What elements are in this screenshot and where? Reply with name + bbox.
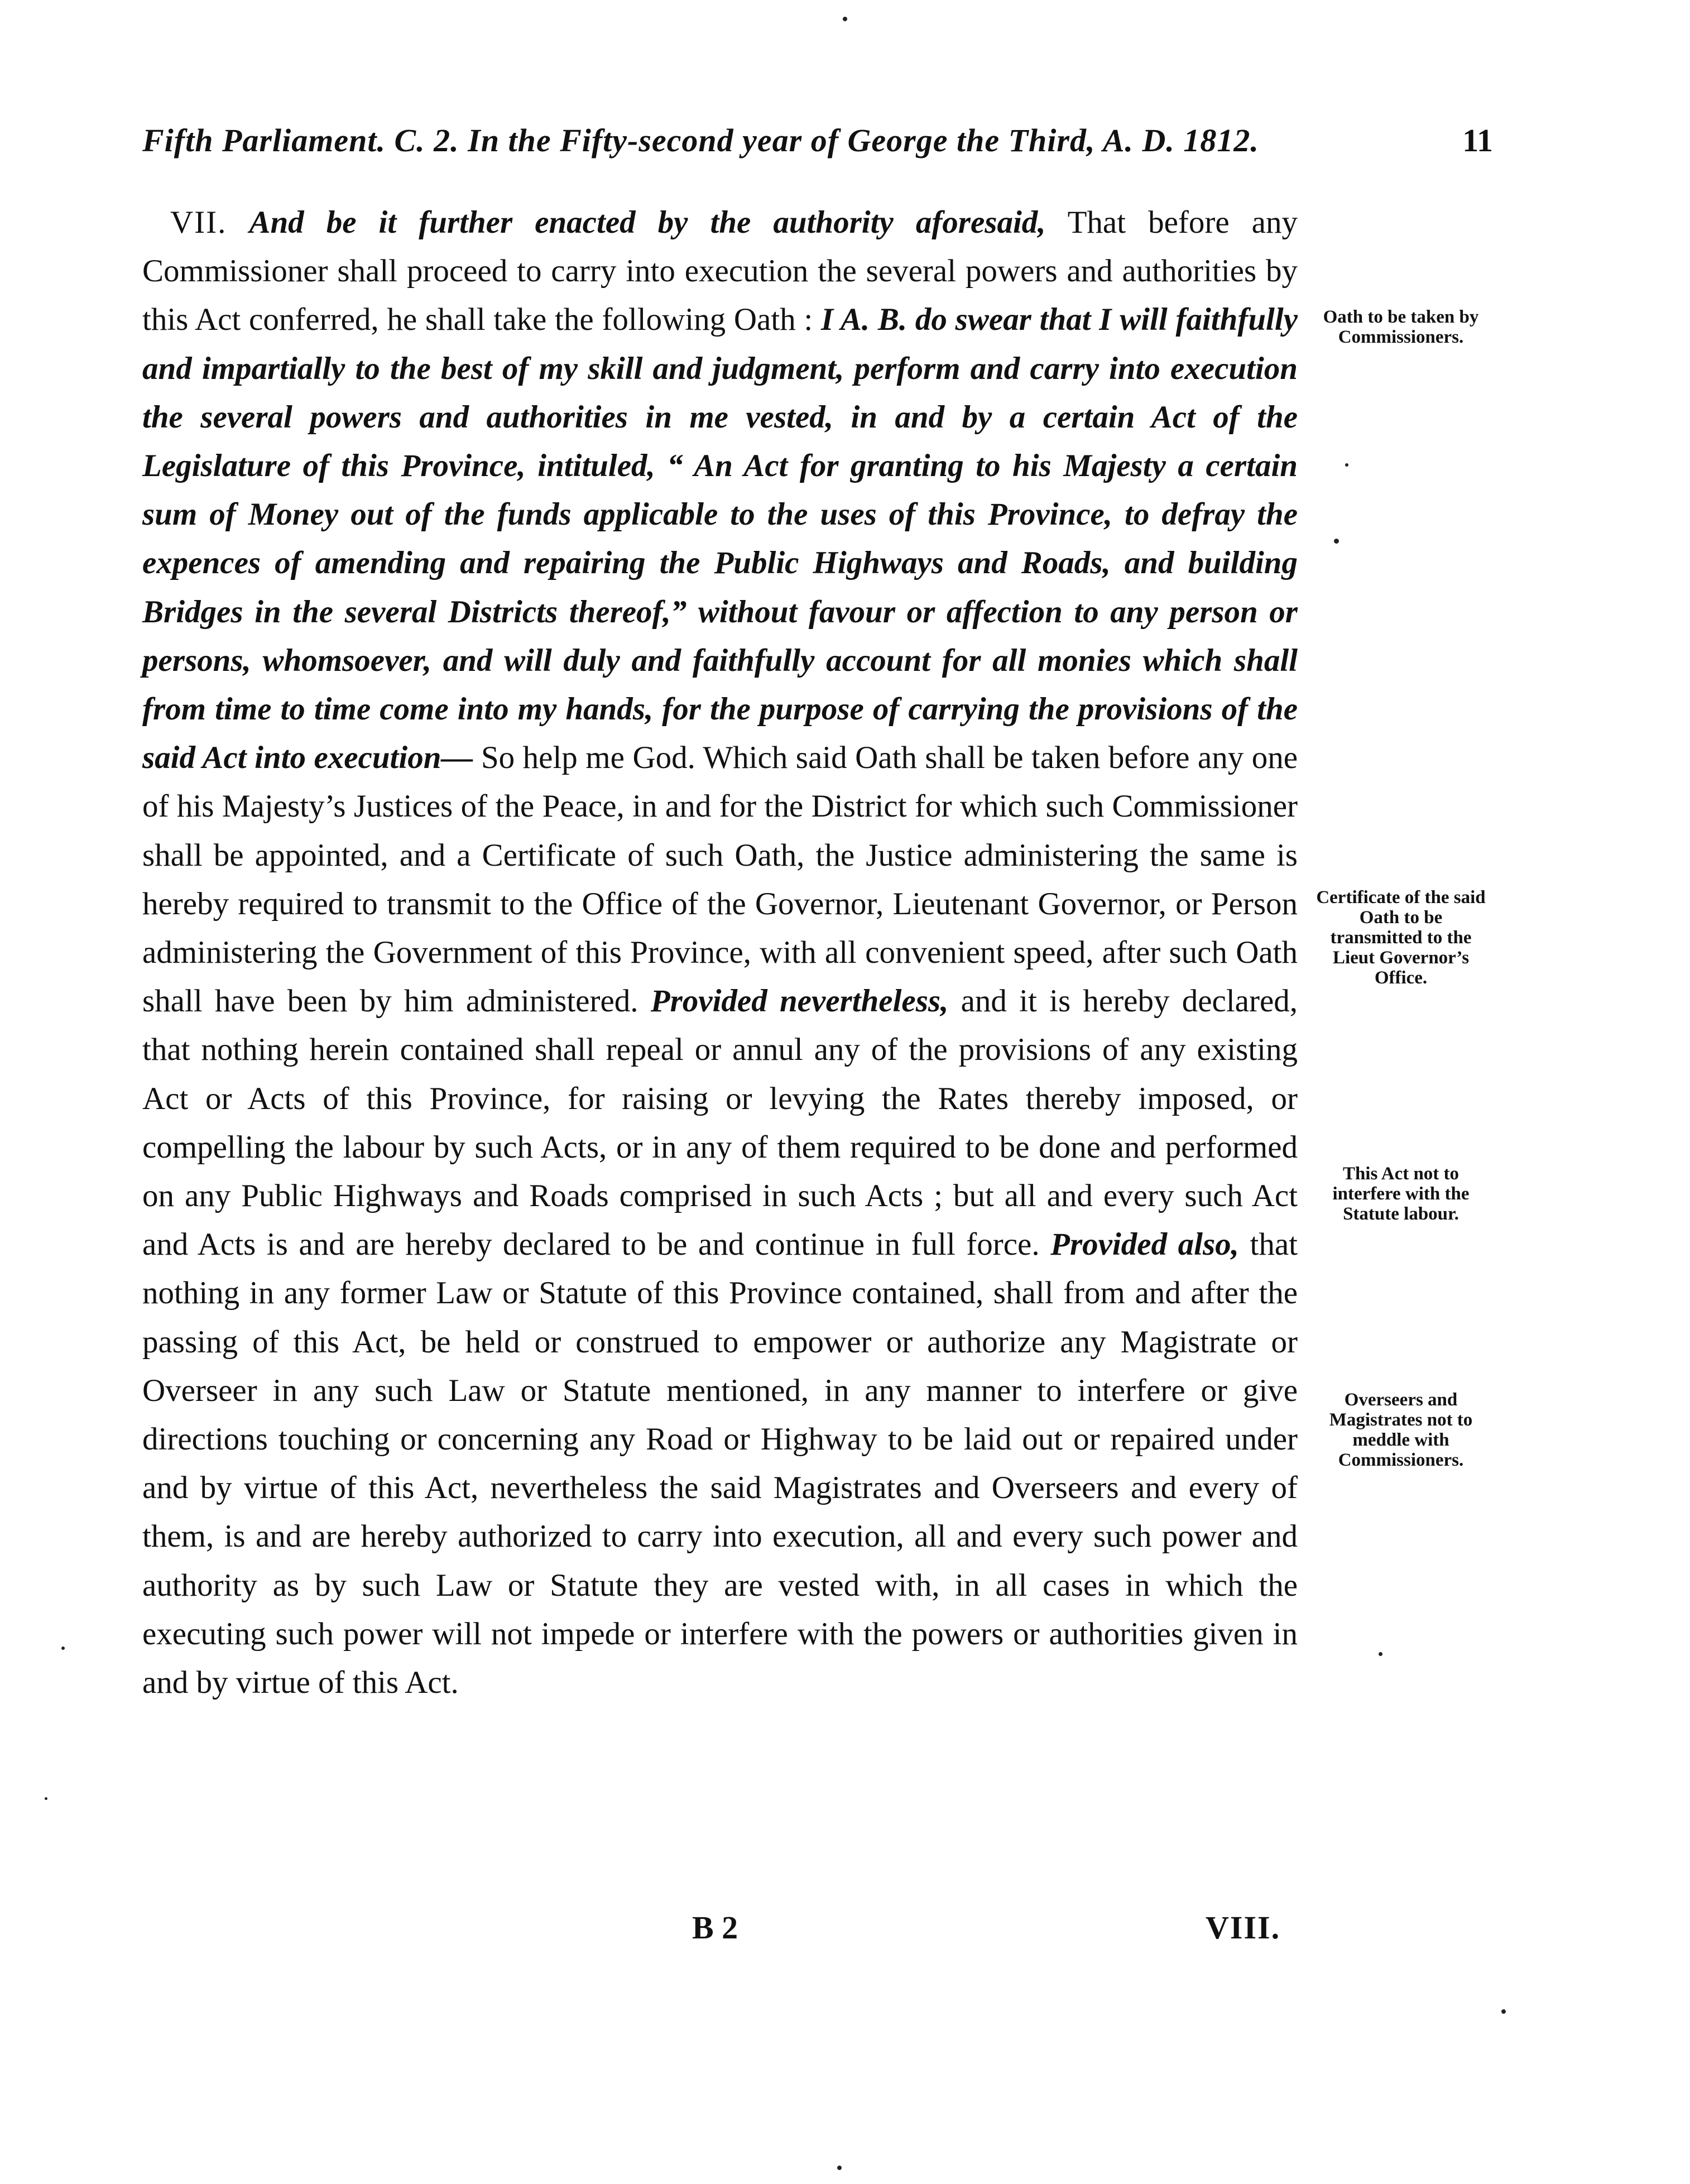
print-speck [837, 2166, 842, 2170]
print-speck [1334, 539, 1339, 544]
act-section-body [142, 198, 1298, 1707]
print-speck [1501, 2009, 1506, 2014]
print-speck [45, 1797, 47, 1800]
running-title: Fifth Parliament. C. 2. In the Fifty-second year of George the Third, A. D. 1812. [142, 122, 1259, 159]
running-header [142, 122, 1493, 172]
print-speck [61, 1647, 65, 1650]
print-speck [843, 17, 847, 21]
section-number: VII. [170, 205, 227, 240]
marginal-note-certificate: Certificate of the said Oath to be transmitted to the Lieut Governor’s Office. [1316, 887, 1486, 988]
proviso-2-lead: Provided also, [1050, 1227, 1239, 1263]
proviso-2-text: that nothing in any former Law or Statute of this Province contained, shall from and after the passing of this Act, be held or construed to empower or authorize any Magistrate or Overseer in any such Law or Statute mentioned, in any manner to interfere or give directions touching or concerning any Road or Highway to be laid out or repaired under and by virtue of this Act, nevertheless the said Magistrates and Overseers and every of them, is and are hereby authorized to carry into execution, all and every such power and authority as by such Law or Statute they are vested with, in all cases in which the executing such power will not impede or interfere with the powers or authorities given in and by virtue of this Act. [142, 1227, 1298, 1701]
section-text-1: That before any Commissioner shall proceed to carry into execution the several powers and authorities by this Act conferred, he shall take the following Oath : [142, 205, 1298, 338]
marginal-note-overseers: Overseers and Magistrates not to meddle with Commissioners. [1329, 1390, 1473, 1470]
enacting-clause: And be it further enacted by the authority aforesaid, [249, 205, 1046, 240]
proviso-1-text: and it is hereby declared, that nothing herein contained shall repeal or annul any of the provisions of any existing Act or Acts of this Province, for raising or levying the Rates thereby imposed, or compelling the labour by such Acts, or in any of them required to be done and performed on any Public Highways and Roads comprised in such Acts ; but all and every such Act and Acts is and are hereby declared to be and continue in full force. [142, 983, 1298, 1263]
marginal-note-oath: Oath to be taken by Commissioners. [1323, 307, 1479, 347]
oath-text: I A. B. do swear that I will faithfully and impartially to the best of my skill and judgment, perform and carry into execution the several powers and authorities in me vested, in and by a certain Act of the Legislature of this Province, intituled, “ An Act for granting to his Majesty a certain sum of Money out of the funds applicable to the uses of this Province, to defray the expences of amending and repairing the Public Highways and Roads, and building Bridges in the several Districts thereof,” without favour or affection to any person or persons, whomsoever, and will duly and faithfully account for all monies which shall from time to time come into my hands, for the purpose of carrying the provisions of the said Act into execution— [142, 302, 1298, 776]
signature-mark: B 2 [692, 1909, 738, 1946]
page-number: 11 [1462, 122, 1493, 159]
catchword: VIII. [1206, 1909, 1281, 1946]
print-speck [1379, 1652, 1382, 1656]
print-speck [1345, 463, 1348, 467]
section-text-2: So help me God. Which said Oath shall be taken before any one of his Majesty’s Justices of the Peace, in and for the District for which such Commissioner shall be appointed, and a Certificate of such Oath, the Justice administering the same is hereby required to transmit to the Office of the Governor, Lieutenant Governor, or Person administering the Government of this Province, with all convenient speed, after such Oath shall have been by him administered. [142, 740, 1298, 1019]
marginal-note-statute-labour: This Act not to interfere with the Statute labour. [1332, 1164, 1470, 1224]
section-paragraph [142, 198, 1298, 1707]
proviso-1-lead: Provided nevertheless, [650, 983, 949, 1019]
